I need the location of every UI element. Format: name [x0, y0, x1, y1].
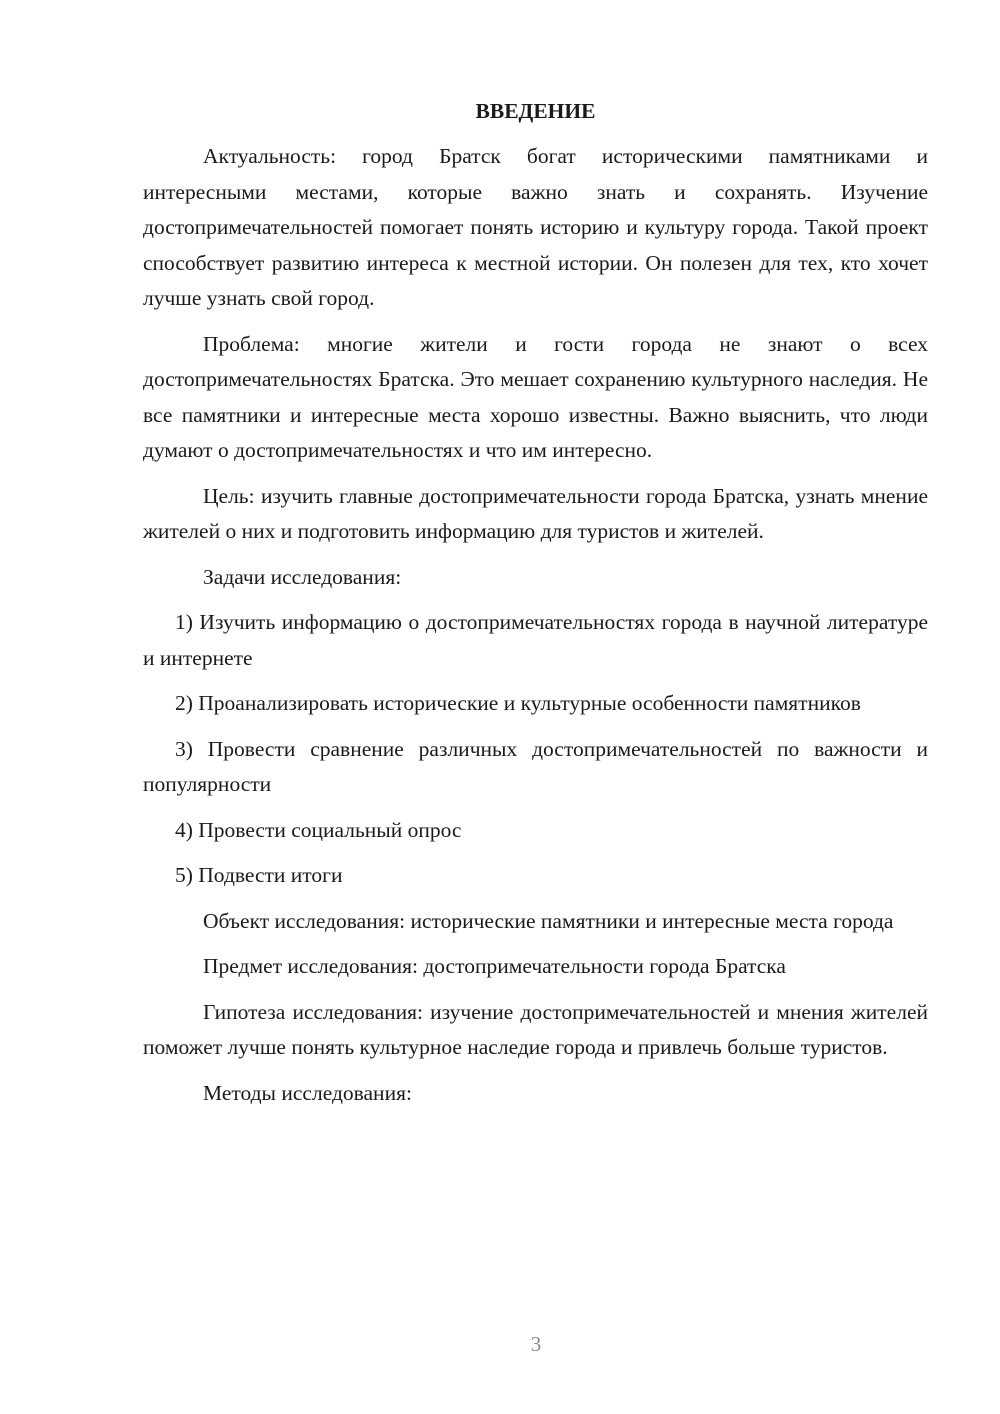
object-paragraph: Объект исследования: исторические памятники и интересные места города	[203, 908, 894, 933]
task-item-1: 1) Изучить информацию о достопримечательностях города в научной литературе и интернете	[143, 610, 928, 670]
methods-heading: Методы исследования:	[203, 1080, 412, 1105]
task-item-4: 4) Провести социальный опрос	[175, 817, 462, 842]
section-title: ВВЕДЕНИЕ	[475, 99, 596, 123]
goal-paragraph: Цель: изучить главные достопримечательности города Братска, узнать мнение жителей о них и подготовить информацию для туристов и жителей.	[143, 483, 928, 543]
tasks-heading: Задачи исследования:	[203, 564, 402, 589]
task-item-5: 5) Подвести итоги	[175, 863, 343, 887]
hypothesis-paragraph: Гипотеза исследования: изучение достопримечательностей и мнения жителей поможет лучше понять культурное наследие города и привлечь больше туристов.	[143, 999, 928, 1059]
relevance-paragraph: Актуальность: город Братск богат историческими памятниками и интересными местами, которые важно знать и сохранять. Изучение достопримечательностей помогает понять историю и культуру города. Такой проект способствует развитию интереса к местной истории. Он полезен для тех, кто хочет лучше узнать свой город.	[143, 144, 928, 310]
subject-paragraph: Предмет исследования: достопримечательности города Братска	[203, 954, 786, 978]
page-number: 3	[530, 1332, 542, 1356]
task-item-2: 2) Проанализировать исторические и культурные особенности памятников	[175, 691, 861, 715]
task-item-3: 3) Провести сравнение различных достопримечательностей по важности и популярности	[143, 736, 928, 796]
page-content	[143, 94, 928, 1121]
problem-paragraph: Проблема: многие жители и гости города не знают о всех достопримечательностях Братска. Это мешает сохранению культурного наследия. Не все памятники и интересные места хорошо известны. Важно выяснить, что люди думают о достопримечательностях и что им интересно.	[143, 331, 928, 462]
